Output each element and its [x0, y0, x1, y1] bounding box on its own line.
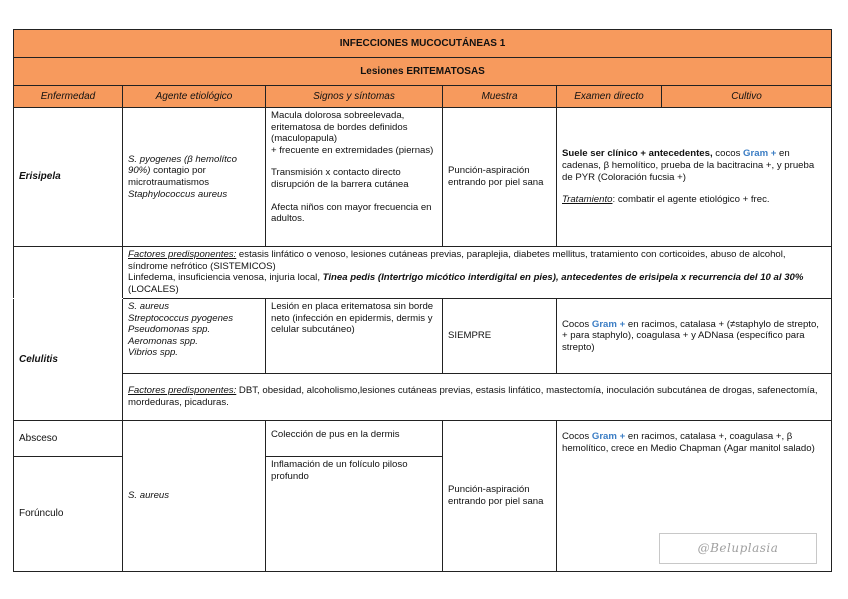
erisipela-exam-rest: en cadenas, β hemolítico, prueba de la bacitracina +, y prueba de PYR (Coloración fucsia +) — [562, 148, 815, 183]
erisipela-agent-2: Staphylococcus aureus — [128, 188, 228, 200]
erisipela-signs-4: Afecta niños con mayor frecuencia en adultos. — [271, 201, 432, 225]
erisipela-factors-label: Factores predisponentes: — [128, 249, 237, 260]
celulitis-exam-pre: Cocos — [562, 318, 592, 330]
treatment-text: : combatir el agente etiológico + frec. — [612, 194, 770, 206]
celulitis-agent-1: S. aureus — [128, 301, 170, 312]
celulitis-name: Celulitis — [14, 299, 123, 421]
shared-agent — [123, 421, 266, 572]
header-enfermedad: Enfermedad — [14, 86, 123, 108]
celulitis-gram: Gram + — [591, 318, 626, 330]
erisipela-exam — [557, 108, 832, 247]
shared-agent-text: S. aureus — [128, 490, 170, 502]
celulitis-agent-4: Aeromonas spp. — [128, 335, 198, 347]
erisipela-factors-local — [128, 272, 826, 295]
erisipela-agent-italic: S. pyogenes (β hemolítco 90%) — [128, 153, 237, 177]
header-examen: Examen directo — [557, 86, 662, 108]
absceso-name: Absceso — [14, 421, 123, 457]
erisipela-factors-1: estasis linfático o venoso, lesiones cutáneas previas, paraplejia, diabetes mellitus, tratamiento con corticoides, abuso de alcohol, síndrome nefrótico (SISTEMICOS) — [128, 249, 786, 272]
table-subtitle: Lesiones ERITEMATOSAS — [14, 58, 832, 86]
erisipela-signs-1: Macula dolorosa sobreelevada, eritematosa de bordes definidos (maculopapula) — [271, 110, 408, 145]
erisipela-factors-2-end: (LOCALES) — [128, 283, 179, 295]
header-cultivo: Cultivo — [662, 86, 832, 108]
infections-table — [13, 29, 832, 572]
celulitis-agent-2: Streptococcus pyogenes — [128, 312, 234, 324]
celulitis-signs: Lesión en placa eritematosa sin borde neto (infección en epidermis, dermis y celular subcutáneo) — [266, 299, 443, 374]
erisipela-treatment — [562, 194, 826, 206]
erisipela-signs-2: + frecuente en extremidades (piernas) — [271, 144, 434, 156]
treatment-label: Tratamiento — [562, 194, 613, 206]
infections-table-wrapper — [13, 29, 831, 572]
celulitis-factors-label: Factores predisponentes: — [128, 385, 237, 397]
shared-exam-pre: Cocos — [562, 431, 592, 442]
shared-exam-rest: en racimos, catalasa +, coagulasa +, β hemolítico, crece en Medio Chapman (Agar manitol salado) — [562, 431, 815, 454]
foruncle-signs: Inflamación de un folículo piloso profundo — [266, 457, 443, 572]
celulitis-factors — [123, 374, 832, 421]
erisipela-agent — [123, 108, 266, 247]
celulitis-sample: SIEMPRE — [443, 299, 557, 374]
erisipela-agent-rest: contagio por microtraumatismos — [128, 165, 210, 188]
erisipela-factors-2: Linfedema, insuficiencia venosa, injuria local, — [128, 272, 323, 284]
celulitis-agents — [123, 299, 266, 374]
header-muestra: Muestra — [443, 86, 557, 108]
erisipela-row — [14, 108, 832, 247]
celulitis-row — [14, 299, 832, 374]
celulitis-factors-text: DBT, obesidad, alcoholismo,lesiones cutáneas previas, estasis linfático, mastectomía, inoculación subcutánea de drogas, safenectomía, mordeduras, picaduras. — [128, 385, 818, 408]
erisipela-exam-bold: Suele ser clínico + antecedentes, — [562, 148, 713, 160]
celulitis-agent-5: Vibrios spp. — [128, 347, 178, 359]
shared-gram: Gram + — [591, 431, 626, 442]
celulitis-factors-row — [14, 374, 832, 421]
erisipela-exam-pre: cocos — [712, 148, 744, 160]
shared-sample: Punción-aspiración entrando por piel sana — [443, 421, 557, 572]
erisipela-gram: Gram + — [743, 148, 777, 160]
celulitis-agent-3: Pseudomonas spp. — [128, 324, 211, 336]
erisipela-factors — [123, 247, 832, 299]
erisipela-factors-2-bold: Tinea pedis (Intertrigo micótico interdigital en pies), antecedentes de erisipela x recurrencia del 10 al 30% — [322, 272, 804, 284]
erisipela-signs — [266, 108, 443, 247]
author-signature: @Beluplasia — [659, 533, 817, 564]
celulitis-exam-rest: en racimos, catalasa + (≠staphylo de strepto, + para staphylo), coagulasa + y ADNasa (específico para strepto) — [562, 318, 819, 353]
header-agente: Agente etiológico — [123, 86, 266, 108]
erisipela-factors-row — [14, 247, 832, 299]
erisipela-signs-3: Transmisión x contacto directo disrupción de la barrera cutánea — [271, 167, 409, 190]
header-signos: Signos y síntomas — [266, 86, 443, 108]
table-title: INFECCIONES MUCOCUTÁNEAS 1 — [14, 30, 832, 58]
foruncle-name: Forúnculo — [14, 457, 123, 572]
celulitis-exam — [557, 299, 832, 374]
absceso-signs: Colección de pus en la dermis — [266, 421, 443, 457]
header-row — [14, 86, 832, 108]
absceso-row — [14, 421, 832, 457]
erisipela-name: Erisipela — [14, 108, 123, 247]
erisipela-sample: Punción-aspiración entrando por piel sana — [443, 108, 557, 247]
